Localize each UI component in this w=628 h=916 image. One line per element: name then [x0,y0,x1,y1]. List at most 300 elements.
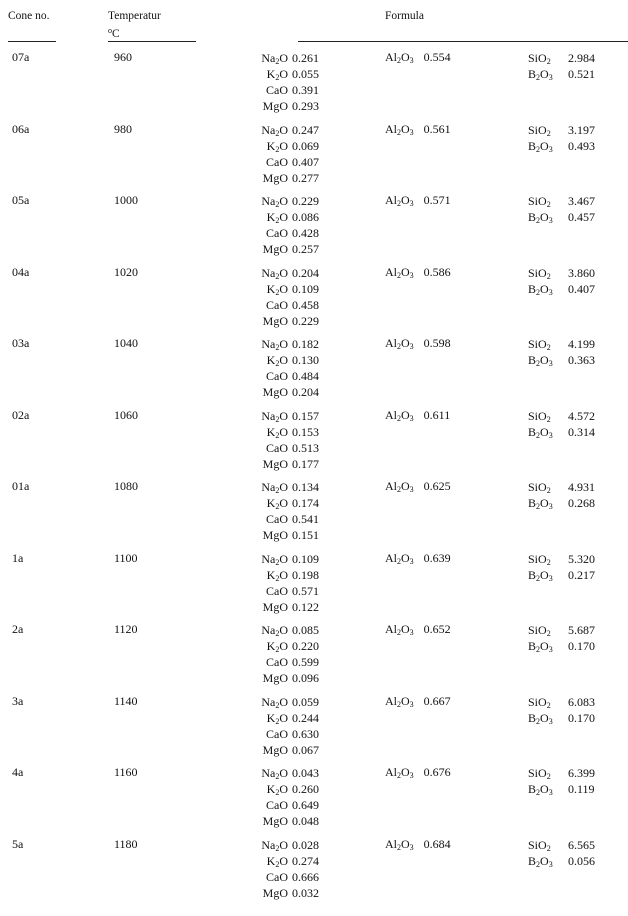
oxide-formula-k2o: $K_2O$ [266,353,288,368]
oxide-line-k2o [248,209,319,225]
oxide-value-cao: 0.407 [292,154,319,169]
oxide-formula-cao: CaO [266,83,288,97]
oxide-value-b2o3: 0.493 [568,138,595,153]
oxide-value-na2o: 0.059 [292,694,319,709]
oxide-formula-cao: CaO [266,512,288,526]
table-row [0,193,628,261]
oxide-formula-sio2: SiO$_2$ [528,694,551,710]
table-row [0,622,628,690]
oxide-line-mgo [248,599,319,615]
oxide-value-na2o: 0.085 [292,623,319,637]
oxide-formula-al2o3: $Al_2O_3$ [385,836,414,852]
oxide-formula-cao: CaO [266,369,288,383]
oxide-value-b2o3: 0.521 [568,67,595,81]
oxide-formula-sio2: SiO$_2$ [528,265,551,281]
oxide-value-na2o: 0.028 [292,837,319,852]
oxide-line-na2o [248,622,319,638]
oxide-line-cao [248,368,319,384]
oxide-line-b2o3 [528,710,595,726]
oxide-line-cao [248,154,319,170]
oxide-line-na2o [248,479,319,495]
glass-formers [528,551,595,583]
oxide-formula-sio2: SiO$_2$ [528,51,551,66]
oxide-value-k2o: 0.260 [292,782,319,796]
oxide-value-k2o: 0.055 [292,67,319,81]
oxide-line-sio2 [528,193,595,209]
oxide-value-na2o: 0.109 [292,551,319,566]
oxide-formula-na2o: $Na_2O$ [261,408,288,424]
oxide-formula-mgo: MgO [262,313,288,328]
oxide-value-cao: 0.649 [292,798,319,812]
oxide-line-cao [248,726,319,742]
oxide-formula-b2o3: $B_2O_3$ [528,67,553,82]
oxide-formula-mgo: MgO [262,385,288,399]
oxide-line-cao [248,797,319,813]
oxide-line-sio2 [528,551,595,567]
oxide-value-al2o3: 0.571 [423,193,451,207]
oxide-value-sio2: 4.931 [568,480,595,494]
alumina [385,837,451,852]
cone-number: 02a [12,407,30,422]
temperature-value: 1120 [114,622,138,636]
cone-number: 1a [12,550,24,565]
oxide-formula-k2o: $K_2O$ [266,639,288,654]
oxide-value-mgo: 0.151 [292,528,319,542]
oxide-value-k2o: 0.244 [292,710,319,725]
oxide-value-al2o3: 0.625 [423,479,451,493]
temperature-value: 1160 [114,765,138,779]
table-row [0,408,628,476]
oxide-line-sio2 [528,122,595,138]
oxide-line-b2o3 [528,352,595,368]
oxide-formula-na2o: $Na_2O$ [261,694,288,710]
header-formula: Formula [385,10,424,22]
oxide-formula-k2o: $K_2O$ [266,782,288,797]
oxide-formula-k2o: $K_2O$ [266,424,288,440]
oxide-formula-b2o3: $B_2O_3$ [528,138,553,154]
oxide-value-mgo: 0.229 [292,313,319,328]
oxide-formula-mgo: MgO [262,814,288,828]
oxide-formula-b2o3: $B_2O_3$ [528,567,553,583]
oxide-value-k2o: 0.198 [292,567,319,582]
oxide-line-cao [248,583,319,599]
oxide-formula-al2o3: $Al_2O_3$ [385,693,414,709]
oxide-formula-al2o3: $Al_2O_3$ [385,622,414,637]
oxide-formula-k2o: $K_2O$ [266,710,288,726]
oxide-formula-al2o3: $Al_2O_3$ [385,121,414,137]
oxide-value-sio2: 3.860 [568,265,595,280]
alumina [385,694,451,709]
oxide-formula-k2o: $K_2O$ [266,567,288,583]
oxide-formula-k2o: $K_2O$ [266,853,288,869]
oxide-value-k2o: 0.274 [292,853,319,868]
alumina [385,336,451,351]
flux-oxides [248,336,319,400]
oxide-line-cao [248,82,319,98]
oxide-value-cao: 0.458 [292,297,319,312]
temperature-value: 1180 [114,836,138,851]
oxide-value-na2o: 0.261 [292,51,319,65]
oxide-value-al2o3: 0.667 [423,693,451,708]
oxide-line-mgo [248,670,319,686]
oxide-formula-sio2: SiO$_2$ [528,480,551,495]
oxide-value-b2o3: 0.170 [568,639,595,653]
oxide-value-al2o3: 0.561 [423,121,451,136]
oxide-line-sio2 [528,50,595,66]
oxide-line-mgo [248,742,319,758]
oxide-line-k2o [248,138,319,154]
oxide-formula-al2o3: $Al_2O_3$ [385,550,414,566]
oxide-formula-mgo: MgO [262,599,288,614]
oxide-line-k2o [248,853,319,869]
glass-formers [528,122,595,154]
oxide-line-k2o [248,352,319,368]
oxide-value-k2o: 0.109 [292,281,319,296]
table-row [0,265,628,333]
oxide-line-k2o [248,281,319,297]
oxide-formula-na2o: $Na_2O$ [261,51,288,66]
cone-number: 07a [12,50,30,64]
oxide-value-k2o: 0.174 [292,496,319,510]
oxide-line-na2o [248,765,319,781]
flux-oxides [248,193,319,257]
alumina [385,122,451,137]
alumina [385,551,451,566]
oxide-formula-na2o: $Na_2O$ [261,480,288,495]
oxide-formula-sio2: SiO$_2$ [528,623,551,638]
oxide-value-sio2: 2.984 [568,51,595,65]
alumina [385,265,451,280]
oxide-value-k2o: 0.086 [292,210,319,224]
oxide-value-sio2: 5.687 [568,623,595,637]
oxide-value-mgo: 0.257 [292,242,319,256]
oxide-line-cao [248,654,319,670]
oxide-value-k2o: 0.220 [292,639,319,653]
oxide-formula-mgo: MgO [262,885,288,900]
oxide-formula-mgo: MgO [262,99,288,113]
oxide-formula-na2o: $Na_2O$ [261,337,288,352]
oxide-line-cao [248,869,319,885]
oxide-line-na2o [248,50,319,66]
glass-formers [528,193,595,225]
flux-oxides [248,551,319,615]
oxide-value-mgo: 0.067 [292,742,319,757]
temperature-value: 960 [114,50,132,64]
oxide-line-na2o [248,336,319,352]
header-temperature-unit: $^o$C [108,26,120,40]
oxide-formula-k2o: $K_2O$ [266,138,288,154]
oxide-value-al2o3: 0.554 [423,50,451,64]
oxide-line-b2o3 [528,853,595,869]
oxide-value-b2o3: 0.056 [568,853,595,868]
cone-number: 04a [12,264,30,279]
oxide-formula-al2o3: $Al_2O_3$ [385,407,414,423]
flux-oxides [248,694,319,758]
oxide-line-sio2 [528,622,595,638]
oxide-line-na2o [248,694,319,710]
table-row [0,479,628,547]
temperature-value: 1000 [114,193,138,207]
oxide-formula-al2o3: $Al_2O_3$ [385,193,414,208]
oxide-formula-sio2: SiO$_2$ [528,837,551,853]
oxide-line-b2o3 [528,138,595,154]
oxide-line-na2o [248,551,319,567]
oxide-formula-mgo: MgO [262,671,288,685]
oxide-line-mgo [248,885,319,901]
temperature-value: 980 [114,121,132,136]
oxide-formula-mgo: MgO [262,742,288,757]
oxide-formula-mgo: MgO [262,456,288,471]
oxide-line-sio2 [528,765,595,781]
oxide-formula-mgo: MgO [262,242,288,256]
oxide-formula-b2o3: $B_2O_3$ [528,353,553,368]
oxide-line-sio2 [528,694,595,710]
oxide-formula-b2o3: $B_2O_3$ [528,281,553,297]
alumina [385,193,451,208]
oxide-line-na2o [248,265,319,281]
oxide-value-sio2: 3.467 [568,194,595,208]
oxide-line-k2o [248,495,319,511]
oxide-value-b2o3: 0.457 [568,210,595,224]
oxide-value-al2o3: 0.598 [423,336,451,350]
oxide-value-na2o: 0.157 [292,408,319,423]
glass-formers [528,408,595,440]
oxide-value-b2o3: 0.314 [568,424,595,439]
oxide-value-sio2: 6.565 [568,837,595,852]
flux-oxides [248,408,319,472]
oxide-value-cao: 0.541 [292,512,319,526]
oxide-line-k2o [248,781,319,797]
oxide-line-na2o [248,837,319,853]
oxide-value-k2o: 0.069 [292,138,319,153]
glass-formers [528,50,595,82]
flux-oxides [248,122,319,186]
oxide-value-na2o: 0.247 [292,122,319,137]
flux-oxides [248,50,319,114]
oxide-line-b2o3 [528,281,595,297]
oxide-line-k2o [248,66,319,82]
oxide-line-b2o3 [528,424,595,440]
oxide-formula-k2o: $K_2O$ [266,281,288,297]
glass-formers [528,837,595,869]
oxide-line-k2o [248,710,319,726]
oxide-formula-b2o3: $B_2O_3$ [528,639,553,654]
oxide-line-sio2 [528,479,595,495]
oxide-line-cao [248,511,319,527]
oxide-value-b2o3: 0.217 [568,567,595,582]
oxide-value-cao: 0.630 [292,726,319,741]
oxide-value-b2o3: 0.407 [568,281,595,296]
oxide-value-sio2: 6.399 [568,766,595,780]
oxide-value-mgo: 0.277 [292,170,319,185]
oxide-line-b2o3 [528,638,595,654]
oxide-formula-al2o3: $Al_2O_3$ [385,264,414,280]
header-temperature-label: Temperatur [108,10,161,22]
oxide-line-mgo [248,241,319,257]
alumina [385,479,451,494]
cone-number: 5a [12,836,24,851]
oxide-line-mgo [248,384,319,400]
oxide-value-sio2: 5.320 [568,551,595,566]
oxide-formula-al2o3: $Al_2O_3$ [385,50,414,65]
oxide-line-na2o [248,122,319,138]
temperature-value: 1040 [114,336,138,350]
oxide-value-sio2: 6.083 [568,694,595,709]
oxide-formula-al2o3: $Al_2O_3$ [385,479,414,494]
oxide-value-cao: 0.571 [292,583,319,598]
oxide-formula-mgo: MgO [262,528,288,542]
oxide-formula-k2o: $K_2O$ [266,67,288,82]
oxide-value-al2o3: 0.676 [423,765,451,779]
oxide-value-cao: 0.484 [292,369,319,383]
oxide-formula-b2o3: $B_2O_3$ [528,210,553,225]
table-row [0,694,628,762]
oxide-formula-sio2: SiO$_2$ [528,551,551,567]
glass-formers [528,336,595,368]
cone-number: 05a [12,193,30,207]
oxide-value-cao: 0.391 [292,83,319,97]
oxide-formula-mgo: MgO [262,170,288,185]
oxide-formula-na2o: $Na_2O$ [261,551,288,567]
oxide-value-cao: 0.428 [292,226,319,240]
oxide-value-al2o3: 0.652 [423,622,451,636]
oxide-line-mgo [248,456,319,472]
oxide-line-b2o3 [528,495,595,511]
cone-number: 3a [12,693,24,708]
oxide-line-sio2 [528,408,595,424]
alumina [385,408,450,423]
temperature-value: 1060 [114,407,138,422]
oxide-formula-k2o: $K_2O$ [266,210,288,225]
oxide-line-b2o3 [528,66,595,82]
glass-formers [528,622,595,654]
oxide-value-na2o: 0.229 [292,194,319,208]
oxide-line-mgo [248,98,319,114]
oxide-formula-sio2: SiO$_2$ [528,337,551,352]
oxide-line-mgo [248,313,319,329]
header-cone-no: Cone no. [8,10,50,22]
oxide-value-mgo: 0.122 [292,599,319,614]
oxide-formula-cao: CaO [266,869,288,884]
oxide-formula-al2o3: $Al_2O_3$ [385,765,414,780]
oxide-formula-cao: CaO [266,297,288,312]
oxide-value-al2o3: 0.684 [423,836,451,851]
oxide-value-mgo: 0.177 [292,456,319,471]
oxide-formula-na2o: $Na_2O$ [261,122,288,138]
oxide-value-sio2: 4.199 [568,337,595,351]
oxide-value-cao: 0.599 [292,655,319,669]
oxide-formula-k2o: $K_2O$ [266,496,288,511]
oxide-value-na2o: 0.182 [292,337,319,351]
oxide-value-b2o3: 0.119 [568,782,595,796]
oxide-value-k2o: 0.130 [292,353,319,367]
oxide-line-sio2 [528,336,595,352]
header-rule [298,41,628,42]
oxide-formula-b2o3: $B_2O_3$ [528,710,553,726]
cone-number: 01a [12,479,30,493]
oxide-value-sio2: 4.572 [568,408,595,423]
oxide-value-cao: 0.666 [292,869,319,884]
oxide-value-b2o3: 0.170 [568,710,595,725]
oxide-formula-sio2: SiO$_2$ [528,122,551,138]
oxide-formula-b2o3: $B_2O_3$ [528,782,553,797]
table-row [0,122,628,190]
flux-oxides [248,622,319,686]
oxide-line-k2o [248,638,319,654]
glass-formers [528,479,595,511]
oxide-formula-na2o: $Na_2O$ [261,766,288,781]
oxide-line-mgo [248,170,319,186]
oxide-line-sio2 [528,837,595,853]
oxide-formula-b2o3: $B_2O_3$ [528,424,553,440]
oxide-formula-al2o3: $Al_2O_3$ [385,336,414,351]
oxide-line-mgo [248,527,319,543]
cone-number: 2a [12,622,24,636]
oxide-formula-na2o: $Na_2O$ [261,194,288,209]
glass-formers [528,694,595,726]
oxide-value-al2o3: 0.586 [423,264,451,279]
oxide-value-sio2: 3.197 [568,122,595,137]
temperature-value: 1080 [114,479,138,493]
header-rule [108,41,196,42]
glass-formers [528,265,595,297]
table-row [0,837,628,905]
cone-number: 06a [12,121,30,136]
flux-oxides [248,837,319,901]
oxide-formula-b2o3: $B_2O_3$ [528,853,553,869]
oxide-formula-cao: CaO [266,226,288,240]
oxide-line-sio2 [528,265,595,281]
temperature-value: 1100 [114,550,138,565]
alumina [385,50,451,65]
oxide-line-na2o [248,408,319,424]
oxide-formula-cao: CaO [266,154,288,169]
flux-oxides [248,765,319,829]
oxide-line-b2o3 [528,781,595,797]
table-row [0,551,628,619]
oxide-value-na2o: 0.134 [292,480,319,494]
oxide-line-na2o [248,193,319,209]
cone-number: 03a [12,336,30,350]
oxide-formula-b2o3: $B_2O_3$ [528,496,553,511]
oxide-value-mgo: 0.032 [292,885,319,900]
oxide-formula-cao: CaO [266,440,288,455]
oxide-value-mgo: 0.293 [292,99,319,113]
oxide-formula-na2o: $Na_2O$ [261,265,288,281]
oxide-formula-cao: CaO [266,726,288,741]
table-row [0,336,628,404]
oxide-formula-na2o: $Na_2O$ [261,623,288,638]
alumina [385,765,451,780]
oxide-line-b2o3 [528,209,595,225]
oxide-line-cao [248,440,319,456]
flux-oxides [248,265,319,329]
table-row [0,50,628,118]
alumina [385,622,451,637]
oxide-line-k2o [248,424,319,440]
oxide-line-k2o [248,567,319,583]
oxide-value-cao: 0.513 [292,440,319,455]
oxide-formula-sio2: SiO$_2$ [528,766,551,781]
header-rule [8,41,56,42]
oxide-value-al2o3: 0.611 [423,407,451,422]
cone-number: 4a [12,765,24,779]
oxide-formula-sio2: SiO$_2$ [528,408,551,424]
oxide-formula-na2o: $Na_2O$ [261,837,288,853]
oxide-line-cao [248,225,319,241]
oxide-value-k2o: 0.153 [292,424,319,439]
oxide-value-na2o: 0.043 [292,766,319,780]
